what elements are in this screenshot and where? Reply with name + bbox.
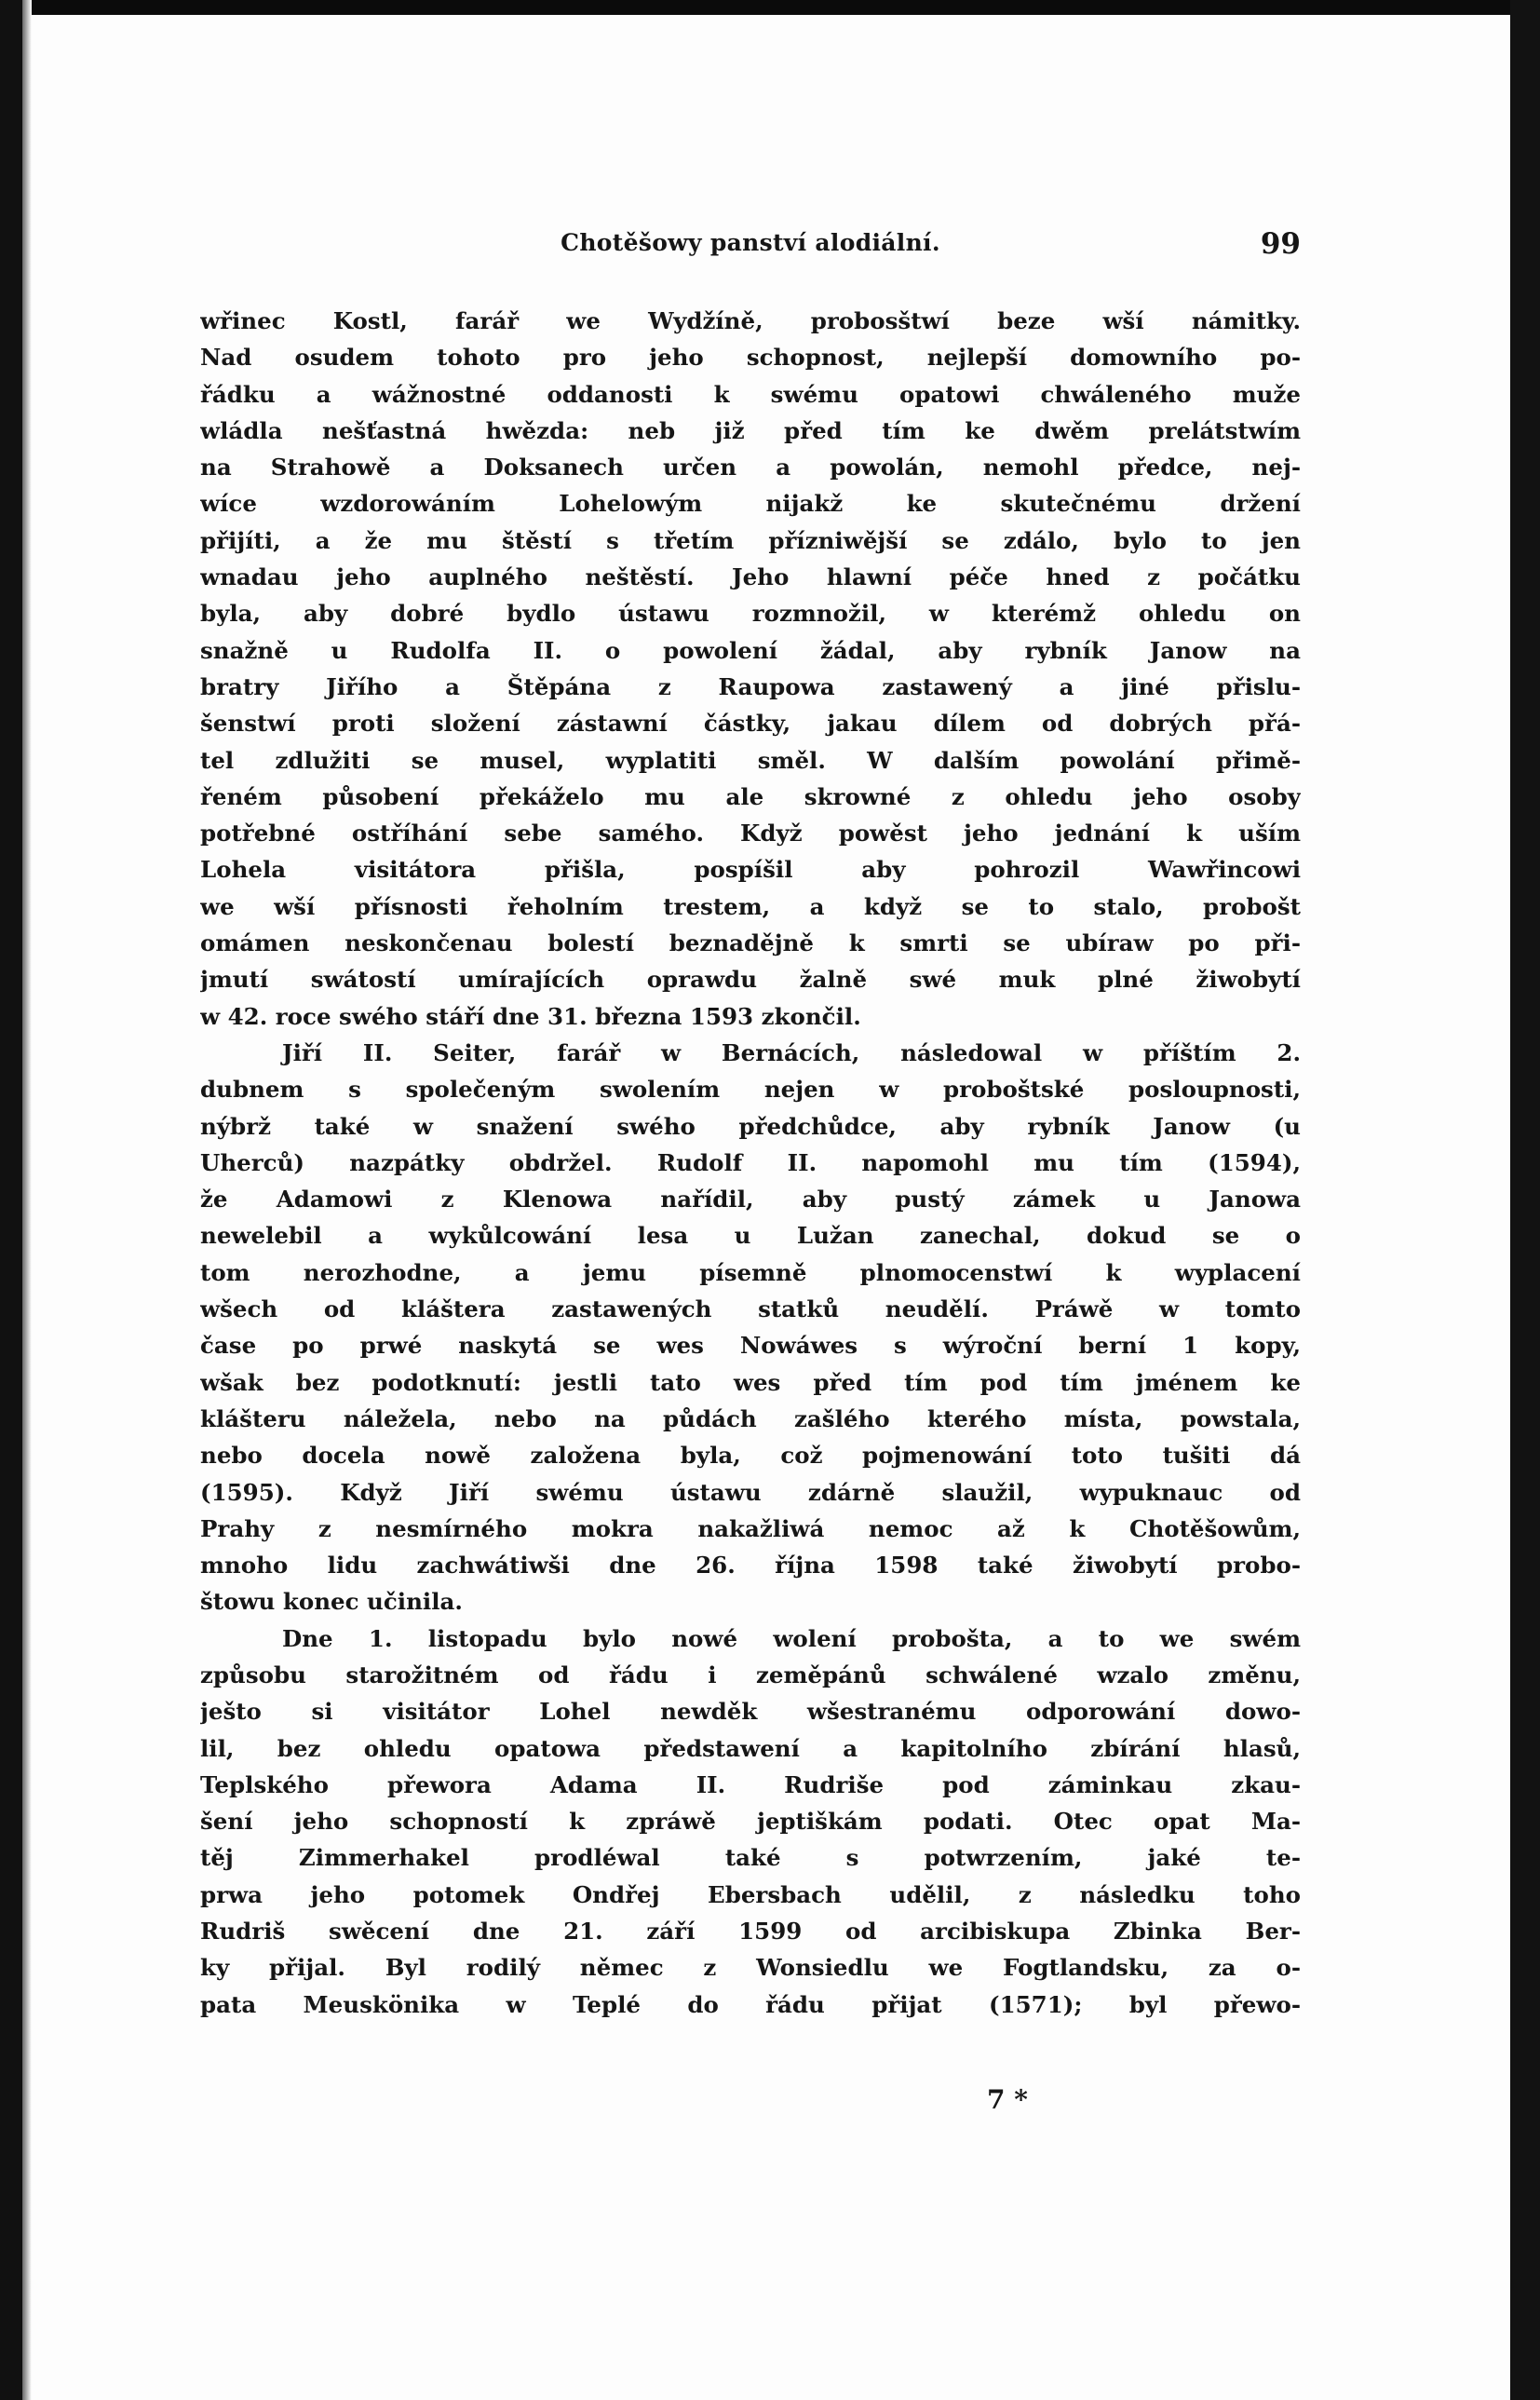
text-line: přijíti, a že mu štěstí s třetím přízniwější se zdálo, bylo to jen xyxy=(200,526,1301,554)
text-line: omámen neskončenau bolestí beznadějně k smrti se ubíraw po při- xyxy=(200,929,1301,957)
text-line: we wší přísnosti řeholním trestem, a když se to stalo, probošt xyxy=(200,892,1301,920)
text-line: Rudriš swěcení dne 21. září 1599 od arcibiskupa Zbinka Ber- xyxy=(200,1918,1301,1946)
text-line: Lohela visitátora přišla, pospíšil aby pohrozil Wawřincowi xyxy=(200,856,1301,884)
page-number: 99 xyxy=(1260,227,1301,261)
text-line: tel zdlužiti se musel, wyplatiti směl. W dalším powolání přimě- xyxy=(200,746,1301,774)
text-line: byla, aby dobré bydlo ústawu rozmnožil, w kterémž ohledu on xyxy=(200,600,1301,628)
text-line: těj Zimmerhakel prodléwal také s potwrzením, jaké te- xyxy=(200,1844,1301,1872)
text-line: jmutí swátostí umírajících oprawdu žalně swé muk plné žiwobytí xyxy=(200,966,1301,994)
text-line: na Strahowě a Doksanech určen a powolán, nemohl předce, nej- xyxy=(200,454,1301,481)
page-title: Chotěšowy panství alodiální. xyxy=(561,229,940,256)
text-line: Teplského přewora Adama II. Rudriše pod záminkau zkau- xyxy=(200,1770,1301,1798)
text-line: Prahy z nesmírného mokra nakažliwá nemoc až k Chotěšowům, xyxy=(200,1514,1301,1542)
text-line: wládla nešťastná hwězda: neb již před tím ke dwěm prelátstwím xyxy=(200,416,1301,444)
text-line: nebo docela nowě založena byla, což pojmenowání toto tušiti dá xyxy=(200,1442,1301,1470)
text-line: pata Meuskönika w Teplé do řádu přijat (1571); byl přewo- xyxy=(200,1990,1301,2018)
scan-border-right xyxy=(1510,0,1540,2400)
scan-border-left xyxy=(0,0,22,2400)
text-line: wšak bez podotknutí: jestli tato wes před tím pod tím jménem ke xyxy=(200,1368,1301,1396)
scan-border-top xyxy=(0,0,1540,15)
text-line: prwa jeho potomek Ondřej Ebersbach udělil, z následku toho xyxy=(200,1880,1301,1908)
text-line: snažně u Rudolfa II. o powolení žádal, aby rybník Janow na xyxy=(200,636,1301,664)
text-line: čase po prwé naskytá se wes Nowáwes s wýroční berní 1 kopy, xyxy=(200,1332,1301,1360)
text-line: wřinec Kostl, farář we Wydžíně, probosštwí beze wší námitky. xyxy=(200,307,1301,334)
text-line: že Adamowi z Klenowa nařídil, aby pustý zámek u Janowa xyxy=(200,1186,1301,1214)
text-line: wšech od kláštera zastawených statků neudělí. Práwě w tomto xyxy=(200,1295,1301,1323)
text-line: tom nerozhodne, a jemu písemně plnomocenstwí k wyplacení xyxy=(200,1258,1301,1286)
running-head xyxy=(200,229,1301,270)
text-line: řádku a wážnostné oddanosti k swému opatowi chwáleného muže xyxy=(200,380,1301,408)
binding-shadow xyxy=(22,0,32,2400)
paragraph-start-line: Jiří II. Seiter, farář w Bernácích, následowal w příštím 2. xyxy=(282,1038,1301,1066)
text-line: potřebné ostříhání sebe samého. Když powěst jeho jednání k uším xyxy=(200,820,1301,847)
text-line: wíce wzdorowáním Lohelowým nijakž ke skutečnému držení xyxy=(200,490,1301,518)
paragraph-end-line: w 42. roce swého stáří dne 31. března 1593 zkončil. xyxy=(200,1002,861,1030)
text-line: klášteru náležela, nebo na půdách zašlého kterého místa, powstala, xyxy=(200,1404,1301,1432)
paragraph-end-line: štowu konec učinila. xyxy=(200,1588,463,1616)
text-line: newelebil a wykůlcowání lesa u Lužan zanechal, dokud se o xyxy=(200,1222,1301,1250)
paragraph-start-line: Dne 1. listopadu bylo nowé wolení probošta, a to we swém xyxy=(282,1624,1301,1652)
body-text xyxy=(200,303,1301,2023)
text-line: nýbrž také w snažení swého předchůdce, aby rybník Janow (u xyxy=(200,1112,1301,1140)
text-line: řeném působení překáželo mu ale skrowné z ohledu jeho osoby xyxy=(200,782,1301,810)
text-line: ky přijal. Byl rodilý němec z Wonsiedlu we Fogtlandsku, za o- xyxy=(200,1954,1301,1982)
text-line: (1595). Když Jiří swému ústawu zdárně slaužil, wypuknauc od xyxy=(200,1478,1301,1506)
text-line: Nad osudem tohoto pro jeho schopnost, nejlepší domowního po- xyxy=(200,344,1301,372)
text-line: ješto si visitátor Lohel newděk wšestranému odporowání dowo- xyxy=(200,1698,1301,1726)
text-line: mnoho lidu zachwátiwši dne 26. října 1598 také žiwobytí probo- xyxy=(200,1552,1301,1580)
text-line: dubnem s společeným swolením nejen w proboštské posloupnosti, xyxy=(200,1076,1301,1104)
text-line: lil, bez ohledu opatowa předstawení a kapitolního zbírání hlasů, xyxy=(200,1734,1301,1762)
text-line: šenstwí proti složení zástawní částky, jakau dílem od dobrých přá- xyxy=(200,710,1301,738)
text-line: způsobu starožitném od řádu i zeměpánů schwálené wzalo změnu, xyxy=(200,1661,1301,1688)
text-line: wnadau jeho auplného neštěstí. Jeho hlawní péče hned z počátku xyxy=(200,563,1301,591)
text-line: Uherců) nazpátky obdržel. Rudolf II. napomohl mu tím (1594), xyxy=(200,1148,1301,1176)
text-line: šení jeho schopností k zpráwě jeptiškám podati. Otec opat Ma- xyxy=(200,1808,1301,1836)
text-line: bratry Jiřího a Štěpána z Raupowa zastawený a jiné přislu- xyxy=(200,672,1301,700)
signature-mark: 7 * xyxy=(987,2084,1028,2115)
